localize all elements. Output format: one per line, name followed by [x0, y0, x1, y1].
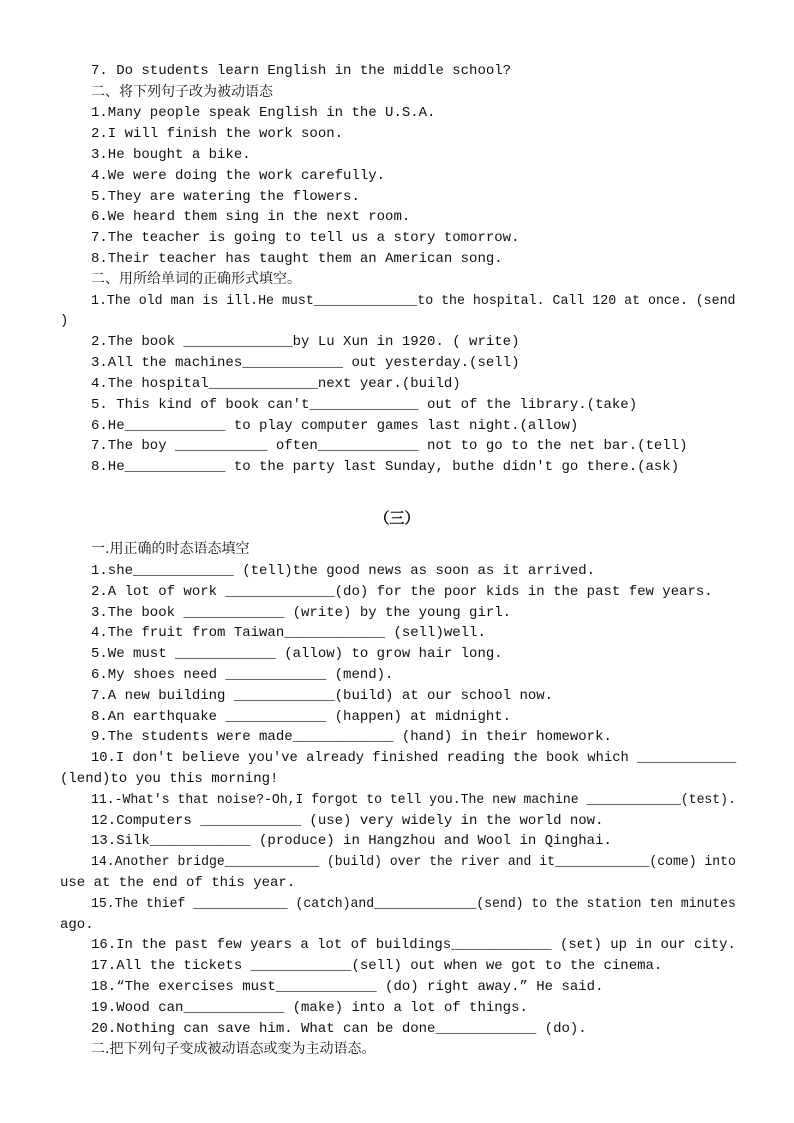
tense-item: 2.A lot of work _____________(do) for the poor kids in the past few years. — [91, 584, 713, 600]
tense-item-14-continued: use at the end of this year. — [60, 875, 296, 891]
list-item: 6.We heard them sing in the next room. — [91, 209, 411, 225]
tense-item: 11.-What's that noise?-Oh,I forgot to tell you.The new machine ____________(test). — [91, 792, 736, 808]
tense-item: 6.My shoes need ____________ (mend). — [91, 667, 394, 683]
tense-item: 5.We must ____________ (allow) to grow hair long. — [91, 646, 503, 662]
section-heading-tense-voice: 一.用正确的时态语态填空 — [91, 541, 250, 557]
tense-item: 1.she____________ (tell)the good news as soon as it arrived. — [91, 563, 596, 579]
fill-item: 4.The hospital_____________next year.(build) — [91, 376, 461, 392]
tense-item: 9.The students were made____________ (hand) in their homework. — [91, 729, 612, 745]
tense-item-10: 10.I don't believe you've already finished reading the book which ____________ — [91, 750, 737, 766]
tense-item: 12.Computers ____________ (use) very widely in the world now. — [91, 813, 604, 829]
section-heading-passive: 二、将下列句子改为被动语态 — [91, 84, 273, 100]
section-heading-fill-words: 二、用所给单词的正确形式填空。 — [91, 271, 301, 287]
tense-item-15-continued: ago. — [60, 917, 94, 933]
fill-item: 3.All the machines____________ out yesterday.(sell) — [91, 355, 520, 371]
fill-item-1-continued: ) — [60, 313, 69, 329]
question-7: 7. Do students learn English in the middle school? — [91, 63, 512, 79]
tense-item: 18.“The exercises must____________ (do) right away.” He said. — [91, 979, 604, 995]
tense-item: 13.Silk____________ (produce) in Hangzhou and Wool in Qinghai. — [91, 833, 612, 849]
section-title-3: （三） — [374, 509, 420, 527]
tense-item-15: 15.The thief ____________ (catch)and_____________(send) to the station ten minutes — [91, 896, 736, 912]
tense-item: 4.The fruit from Taiwan____________ (sell)well. — [91, 625, 486, 641]
tense-item-10-continued: (lend)to you this morning! — [60, 771, 279, 787]
tense-item: 20.Nothing can save him. What can be done____________ (do). — [91, 1021, 587, 1037]
tense-item: 3.The book ____________ (write) by the young girl. — [91, 605, 512, 621]
fill-item-1: 1.The old man is ill.He must_____________to the hospital. Call 120 at once. (send — [91, 293, 736, 309]
tense-item: 7.A new building ____________(build) at our school now. — [91, 688, 554, 704]
fill-item: 2.The book _____________by Lu Xun in 1920. ( write) — [91, 334, 520, 350]
list-item: 5.They are watering the flowers. — [91, 189, 360, 205]
tense-item: 8.An earthquake ____________ (happen) at midnight. — [91, 709, 512, 725]
fill-item: 6.He____________ to play computer games last night.(allow) — [91, 418, 579, 434]
list-item: 1.Many people speak English in the U.S.A. — [91, 105, 436, 121]
list-item: 2.I will finish the work soon. — [91, 126, 344, 142]
list-item: 8.Their teacher has taught them an American song. — [91, 251, 503, 267]
tense-item: 16.In the past few years a lot of buildings____________ (set) up in our city. — [91, 937, 736, 953]
tense-item-14: 14.Another bridge____________ (build) over the river and it____________(come) into — [91, 854, 736, 870]
fill-item: 8.He____________ to the party last Sunday, buthe didn't go there.(ask) — [91, 459, 680, 475]
tense-item: 19.Wood can____________ (make) into a lot of things. — [91, 1000, 528, 1016]
fill-item: 7.The boy ___________ often____________ not to go to the net bar.(tell) — [91, 438, 688, 454]
list-item: 3.He bought a bike. — [91, 147, 251, 163]
section-heading-voice-change: 二.把下列句子变成被动语态或变为主动语态。 — [91, 1041, 376, 1057]
list-item: 7.The teacher is going to tell us a story tomorrow. — [91, 230, 520, 246]
list-item: 4.We were doing the work carefully. — [91, 168, 386, 184]
fill-item: 5. This kind of book can't_____________ out of the library.(take) — [91, 397, 638, 413]
tense-item: 17.All the tickets ____________(sell) out when we got to the cinema. — [91, 958, 663, 974]
